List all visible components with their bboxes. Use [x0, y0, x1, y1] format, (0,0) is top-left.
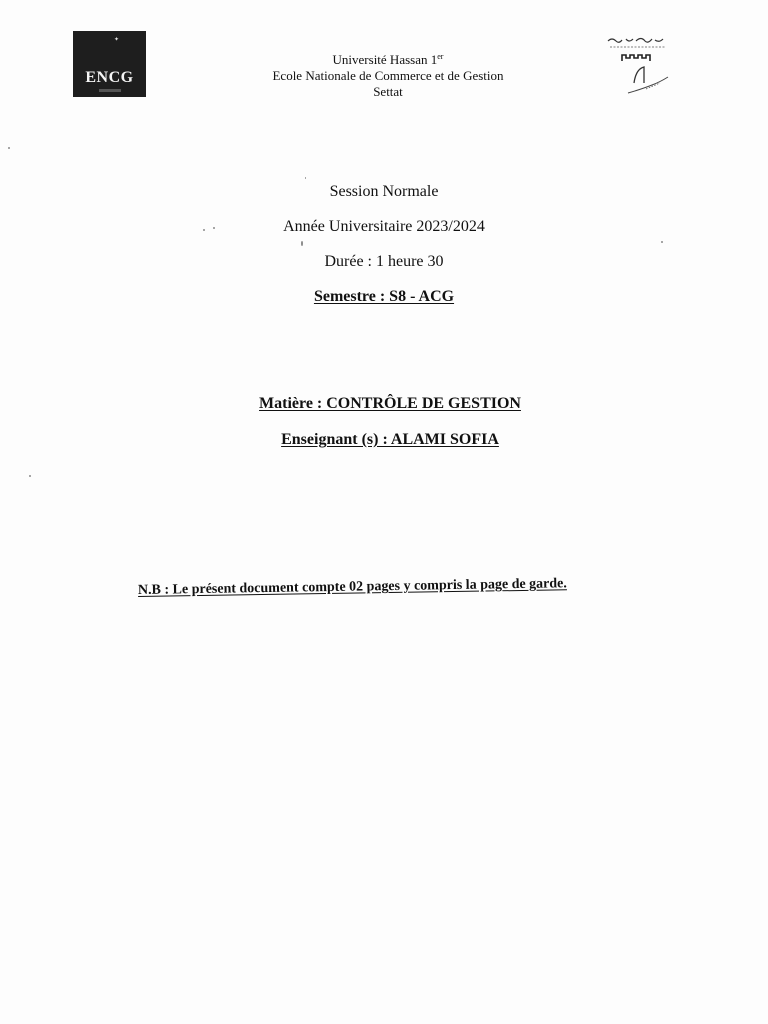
city-name: Settat [373, 84, 403, 99]
subject-info [0, 394, 768, 466]
logo-star-icon: ✦ [114, 36, 120, 43]
scan-speck [661, 241, 663, 243]
university-line [200, 52, 576, 68]
page-count-note: N.B : Le présent document compte 02 pages y compris la page de garde. [137, 576, 567, 598]
academic-year: Année Universitaire 2023/2024 [283, 218, 485, 235]
university-seal-icon [600, 31, 674, 95]
session-type: Session Normale [329, 183, 439, 200]
session-info [0, 183, 768, 323]
teacher-name: Enseignant (s) : ALAMI SOFIA [281, 431, 499, 448]
semester: Semestre : S8 - ACG [313, 288, 455, 305]
exam-duration: Durée : 1 heure 30 [324, 253, 444, 270]
scan-speck [301, 241, 303, 246]
scan-speck [203, 229, 205, 231]
logo-text: ENCG [85, 69, 134, 86]
scan-speck [29, 475, 31, 477]
logo-underline [99, 89, 121, 92]
institution-header [200, 52, 576, 100]
scan-speck [8, 147, 10, 149]
scan-speck [213, 227, 215, 229]
scan-speck [305, 177, 306, 179]
university-suffix: er [437, 52, 444, 61]
course-title: Matière : CONTRÔLE DE GESTION [259, 395, 521, 412]
encg-logo [73, 31, 146, 97]
university-name: Université Hassan 1 [332, 52, 438, 67]
school-name: Ecole Nationale de Commerce et de Gestion [272, 68, 504, 83]
